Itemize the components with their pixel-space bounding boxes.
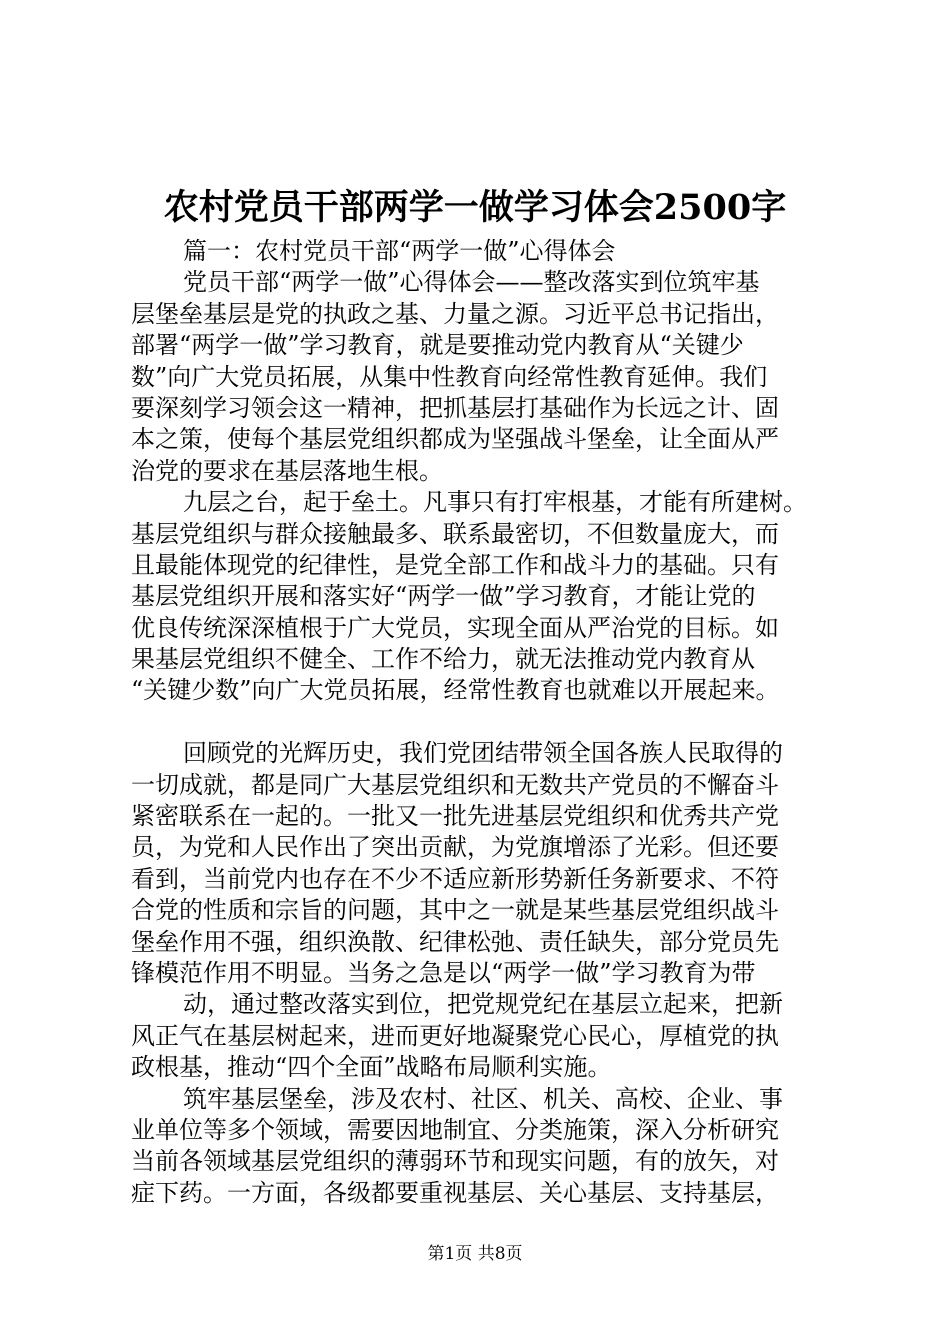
text-line: 锋模范作用不明显。当务之急是以“两学一做”学习教育为带 [131,958,756,987]
document-body [131,236,851,1209]
text-line: 数”向广大党员拓展，从集中性教育向经常性教育延伸。我们 [131,362,768,391]
text-line: 紧密联系在一起的。一批又一批先进基层党组织和优秀共产党 [131,802,779,831]
text-line: 风正气在基层树起来，进而更好地凝聚党心民心，厚植党的执 [131,1021,779,1050]
text-line: 一切成就，都是同广大基层党组织和无数共产党员的不懈奋斗 [131,770,779,799]
text-line: 优良传统深深植根于广大党员，实现全面从严治党的目标。如 [131,613,779,642]
text-line: 要深刻学习领会这一精神，把抓基层打基础作为长远之计、固 [131,393,779,422]
text-line: 治党的要求在基层落地生根。 [131,456,443,485]
text-line: 症下药。一方面，各级都要重视基层、关心基层、支持基层， [131,1178,779,1207]
text-line: 层堡垒基层是党的执政之基、力量之源。习近平总书记指出， [131,299,779,328]
text-line: 合党的性质和宗旨的问题，其中之一就是某些基层党组织战斗 [131,896,779,925]
text-line: 看到，当前党内也存在不少不适应新形势新任务新要求、不符 [131,864,779,893]
document-title: 农村党员干部两学一做学习体会2500字 [163,187,787,228]
blank-line [131,707,851,738]
text-line: 果基层党组织不健全、工作不给力，就无法推动党内教育从 [131,645,755,674]
text-line: 当前各领域基层党组织的薄弱环节和现实问题，有的放矢，对 [131,1147,779,1176]
text-line: 动，通过整改落实到位，把党规党纪在基层立起来，把新 [183,990,783,1019]
text-line: 政根基，推动“四个全面”战略布局顺利实施。 [131,1053,612,1082]
text-line: 员，为党和人民作出了突出贡献，为党旗增添了光彩。但还要 [131,833,779,862]
text-line: 部署“两学一做”学习教育，就是要推动党内教育从“关键少 [131,331,744,360]
page-footer: 第1页 共8页 [427,1244,523,1264]
text-line: 且最能体现党的纪律性，是党全部工作和战斗力的基础。只有 [131,550,779,579]
text-line: 基层党组织开展和落实好“两学一做”学习教育，才能让党的 [131,582,756,611]
text-line: 党员干部“两学一做”心得体会——整改落实到位筑牢基 [183,268,760,297]
text-line: 筑牢基层堡垒，涉及农村、社区、机关、高校、企业、事 [183,1084,783,1113]
text-line: “关键少数”向广大党员拓展，经常性教育也就难以开展起来。 [131,676,780,705]
text-line: 基层党组织与群众接触最多、联系最密切，不但数量庞大，而 [131,519,779,548]
text-line: 九层之台，起于垒土。凡事只有打牢根基，才能有所建树。 [183,488,807,517]
text-line: 回顾党的光辉历史，我们党团结带领全国各族人民取得的 [183,739,783,768]
text-line: 篇一：农村党员干部“两学一做”心得体会 [183,237,616,265]
text-line: 堡垒作用不强，组织涣散、纪律松弛、责任缺失，部分党员先 [131,927,779,956]
text-line: 业单位等多个领域，需要因地制宜、分类施策，深入分析研究 [131,1115,779,1144]
text-line: 本之策，使每个基层党组织都成为坚强战斗堡垒，让全面从严 [131,425,779,454]
